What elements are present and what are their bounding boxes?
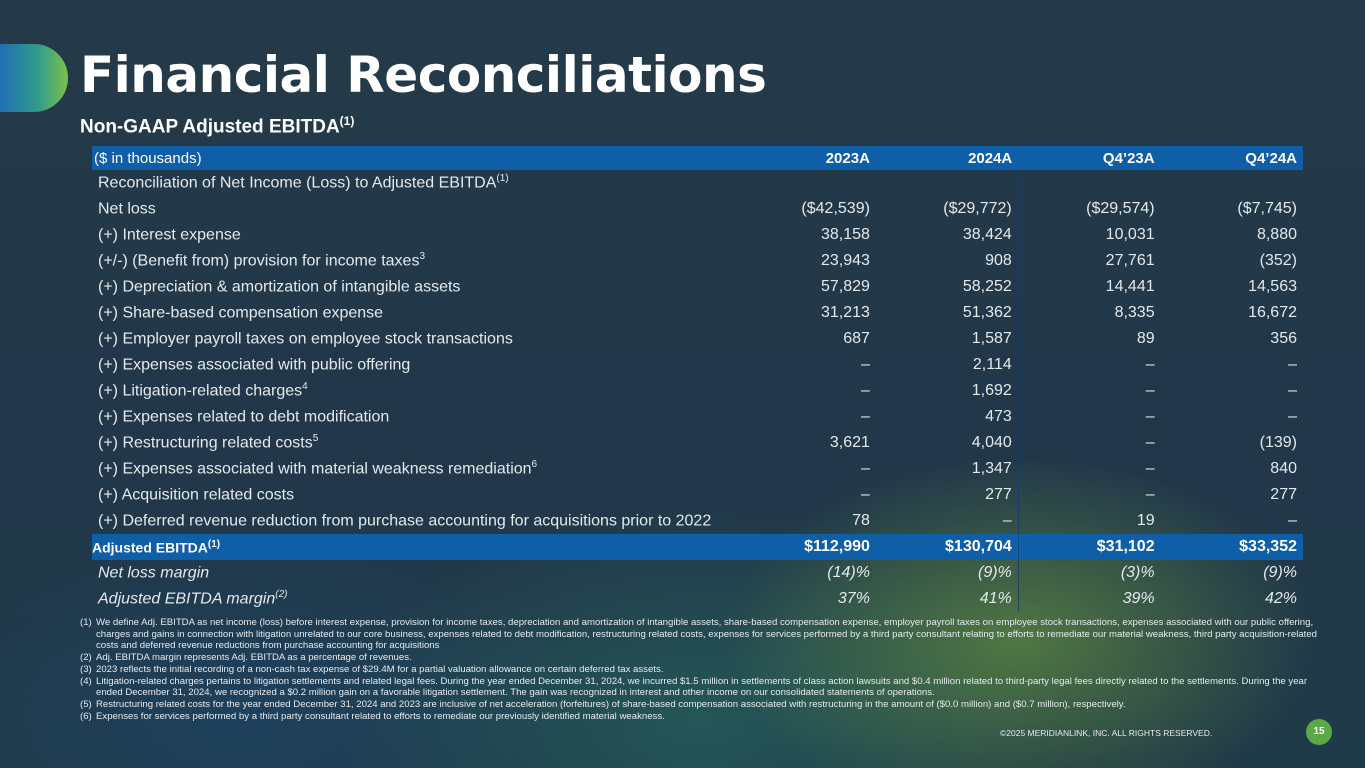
page-title: Financial Reconciliations [80,46,767,104]
footnote [80,617,1330,652]
row-label-text: Adjusted EBITDA [92,539,208,556]
row-value-cell: 4,040 [971,434,1012,451]
subtitle-text: Non-GAAP Adjusted EBITDA [80,116,340,138]
row-value-cell: – [1018,352,1160,378]
margin-row [92,560,1303,586]
row-value-cell: 8,335 [1018,300,1160,326]
row-label-text: (+) Interest expense [98,226,241,244]
row-value-cell: 39% [1018,586,1160,612]
row-label-text: (+) Share-based compensation expense [98,304,384,322]
table-row [92,482,1303,508]
row-label [92,586,734,612]
row-value-cell: 687 [843,330,870,347]
row-label [92,248,734,274]
row-value-cell: 277 [1270,486,1297,503]
footnote-number: (5) [80,698,92,710]
row-value-cell: 14,563 [1248,278,1297,295]
row-value-cell: (139) [1259,434,1297,451]
column-header-2024a: 2024A [968,149,1013,167]
row-value-cell: 1,692 [971,382,1012,399]
table-row [92,196,1303,222]
row-value-cell: 51,362 [962,304,1012,321]
section-heading-row [92,170,1303,196]
row-value-cell: (352) [1259,252,1297,269]
footnote-number: (1) [80,617,92,628]
row-label-text: Net loss [98,200,156,218]
row-footnote-ref: 3 [419,251,425,263]
row-label-text: (+) Employer payroll taxes on employee stock transactions [98,330,513,348]
row-value-cell: 41% [979,590,1012,607]
adjusted-ebitda-total-row [92,534,1303,560]
row-value-cell: – [1018,430,1160,456]
table-row [92,274,1303,300]
footnote-text: Restructuring related costs for the year ended December 31, 2024 and 2023 are inclusive of net acceleration (forfeitures) of share-based compensation associated with restructuring in the amount of ($0.0 million) and ($0.7 million), respectively. [96,698,1126,710]
row-value-cell: $31,102 [1018,534,1160,560]
row-value-cell: 42% [1264,590,1297,607]
row-footnote-ref: 4 [302,381,308,393]
footnotes [80,617,1330,722]
row-value-cell: 14,441 [1018,274,1160,300]
footnote [80,664,1330,676]
row-value-cell: – [1288,382,1297,399]
footnote [80,699,1330,711]
row-label-text: (+) Litigation-related charges [98,382,303,400]
footnote-text: 2023 reflects the initial recording of a non-cash tax expense of $29.4M for a partial valuation allowance on certain deferred tax assets. [96,663,664,675]
footnote-text: Expenses for services performed by a third party consultant related to efforts to remediate our previously identified material weakness. [96,710,665,722]
row-value-cell: 19 [1018,508,1160,534]
footnote [80,652,1330,664]
row-label-text: (+) Acquisition related costs [98,486,295,504]
row-label [92,378,734,404]
row-footnote-ref: 5 [312,433,319,445]
row-value-cell: (3)% [1018,560,1160,586]
column-header-2023a: 2023A [825,149,870,167]
row-label [92,534,734,560]
row-value-cell: ($29,772) [943,200,1012,217]
footnote-number: (6) [80,710,92,722]
row-value-cell: $130,704 [945,538,1012,555]
subtitle-footnote-ref: (1) [339,114,355,128]
table-row [92,378,1303,404]
table-row [92,352,1303,378]
row-footnote-ref: 6 [531,459,538,471]
row-value-cell: 37% [837,590,870,607]
row-value-cell: ($7,745) [1237,200,1297,217]
row-label [92,560,734,586]
footnote-number: (3) [80,663,92,675]
row-label-text: (+) Expenses associated with material weakness remediation [98,460,532,478]
row-value-cell: – [861,356,870,373]
row-value-cell: $112,990 [804,538,870,555]
row-value-cell: – [1018,404,1160,430]
column-header-q4-24a: Q4’24A [1245,149,1297,167]
row-value-cell: – [1002,512,1012,529]
row-value-cell: – [1018,378,1160,404]
row-label [92,456,734,482]
section-heading-text: Reconciliation of Net Income (Loss) to Adjusted EBITDA [98,174,497,192]
footnote-text: Adj. EBITDA margin represents Adj. EBITDA as a percentage of revenues. [96,652,412,664]
row-label-text: (+) Depreciation & amortization of intangible assets [98,278,461,296]
row-value-cell: 356 [1270,330,1297,347]
row-label [92,508,734,534]
row-label [92,404,734,430]
row-label [92,482,734,508]
row-value-cell: – [1018,456,1160,482]
column-header-q4-23a: Q4’23A [1102,149,1155,167]
row-value-cell: 2,114 [972,356,1012,373]
reconciliation-table [92,146,1303,612]
footnote-text: We define Adj. EBITDA as net income (loss) before interest expense, provision for income taxes, depreciation and amortization of intangible assets, share-based compensation expense, employer payroll taxes on employee stock transactions, expenses associated with our public offering, charges and gains in connection with litigation unrelated to our core business, expenses related to debt modification, restructuring related costs, expenses for services performed by a third party consultant relating to efforts to remediate our material weakness, third party acquisition-related costs and deferred revenue reductions from purchase accounting for acquisitions [96,617,1318,652]
row-value-cell: – [861,460,870,477]
row-value-cell: – [861,408,870,425]
footnote-number: (2) [80,652,92,664]
row-value-cell: 57,829 [820,278,870,295]
row-value-cell: 38,424 [962,226,1012,243]
row-label-text: (+) Restructuring related costs [98,434,313,452]
row-value-cell: 277 [985,486,1012,503]
row-label-text: (+) Expenses associated with public offering [98,356,411,374]
row-value-cell: $33,352 [1239,538,1297,555]
table-header-row [92,146,1303,170]
title-accent-tab [0,44,68,112]
row-value-cell: – [861,382,870,399]
row-label [92,222,734,248]
row-value-cell: 89 [1018,326,1160,352]
row-value-cell: ($29,574) [1018,196,1160,222]
row-value-cell: 1,587 [971,330,1012,347]
row-value-cell: 473 [985,408,1012,425]
units-label: ($ in thousands) [94,149,202,167]
row-value-cell: 38,158 [820,226,870,243]
table-row [92,430,1303,456]
row-value-cell: – [1288,408,1297,425]
section-heading [92,170,734,196]
page-subtitle [80,114,354,138]
table-row [92,404,1303,430]
row-value-cell: – [1288,356,1297,373]
row-value-cell: 78 [852,512,870,529]
row-footnote-ref: (2) [275,589,288,601]
row-label-text: Net loss margin [98,564,210,582]
row-value-cell: 23,943 [820,252,870,269]
row-label-text: (+) Expenses related to debt modification [98,408,390,426]
table-row [92,456,1303,482]
copyright-notice: ©2025 MERIDIANLINK, INC. ALL RIGHTS RESERVED. [1000,728,1213,738]
row-value-cell: – [1288,512,1297,529]
row-value-cell: 10,031 [1018,222,1160,248]
row-value-cell: – [1018,482,1160,508]
row-value-cell: 8,880 [1256,226,1297,243]
footnote [80,711,1330,723]
row-label [92,300,734,326]
row-label [92,430,734,456]
table-row [92,326,1303,352]
margin-row [92,586,1303,612]
row-label [92,352,734,378]
row-label-text: Adjusted EBITDA margin [98,590,276,608]
row-value-cell: 1,347 [971,460,1012,477]
row-value-cell: ($42,539) [801,200,870,217]
row-label-text: (+) Deferred revenue reduction from purchase accounting for acquisitions prior to 2022 [98,512,712,530]
row-value-cell: 3,621 [829,434,870,451]
row-value-cell: (9)% [977,564,1012,581]
table-row [92,248,1303,274]
footnote [80,676,1330,699]
row-value-cell: 16,672 [1248,304,1297,321]
row-value-cell: 840 [1270,460,1297,477]
table-row [92,508,1303,534]
row-value-cell: (9)% [1263,564,1297,581]
footnote-text: Litigation-related charges pertains to litigation settlements and related legal fees. During the year ended December 31, 2024, we incurred $1.5 million in settlements of class action lawsuits and $0.4 million related to third-party legal fees directly related to the settlements. During the year ended December 31, 2024, we recognized a $0.2 million gain on a favorable litigation settlement. The gain was recognized in interest and other income on our consolidated statements of operations. [96,675,1308,699]
row-label-text: (+/-) (Benefit from) provision for income taxes [98,252,420,270]
row-value-cell: 908 [985,252,1012,269]
section-heading-footnote-ref: (1) [496,173,509,185]
row-label [92,326,734,352]
row-footnote-ref: (1) [207,538,221,550]
table-row [92,300,1303,326]
row-value-cell: 27,761 [1018,248,1160,274]
row-label [92,274,734,300]
row-value-cell: 58,252 [962,278,1012,295]
page-number-badge: 15 [1306,719,1332,745]
row-label [92,196,734,222]
footnote-number: (4) [80,675,92,687]
row-value-cell: (14)% [827,564,870,581]
row-value-cell: 31,213 [820,304,870,321]
table-row [92,222,1303,248]
row-value-cell: – [861,486,870,503]
